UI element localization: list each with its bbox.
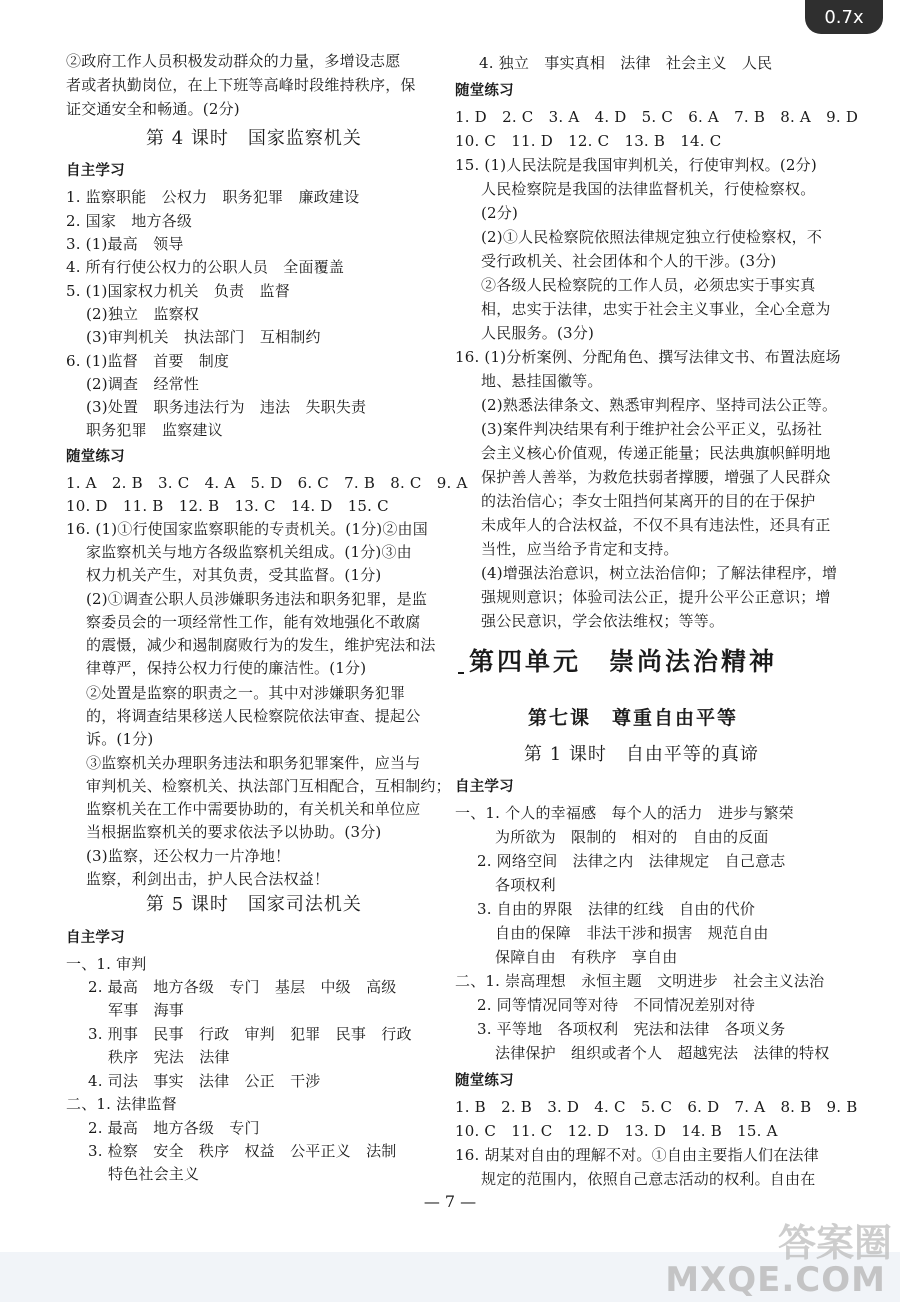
text-line: 4. 司法 事实 法律 公正 干涉 (88, 1072, 321, 1090)
text-line: 4. 所有行使公权力的公职人员 全面覆盖 (66, 258, 345, 276)
text-line: 10. D 11. B 12. B 13. C 14. D 15. C (66, 497, 389, 515)
text-line: 2. 最高 地方各级 专门 (88, 1119, 260, 1137)
text-line: 受行政机关、社会团体和个人的干涉。(3分) (481, 252, 777, 270)
text-line: ②政府工作人员积极发动群众的力量，多增设志愿 (66, 52, 401, 70)
text-line: 保障自由 有秩序 享自由 (495, 948, 678, 966)
text-line: 3. (1)最高 领导 (66, 235, 184, 253)
zoom-level-badge[interactable]: 0.7x (805, 0, 883, 34)
text-line: 证交通安全和畅通。(2分) (66, 100, 240, 118)
text-line: 1. D 2. C 3. A 4. D 5. C 6. A 7. B 8. A 9. D (455, 108, 859, 126)
text-line: (3)案件判决结果有利于维护社会公平正义，弘扬社 (481, 420, 823, 438)
text-line: 自由的保障 非法干涉和损害 规范自由 (495, 924, 769, 942)
text-line: 规定的范围内，依照自己意志活动的权利。自由在 (481, 1170, 816, 1188)
text-line: 律尊严，保持公权力行使的廉洁性。(1分) (86, 659, 367, 677)
watermark-domain: MXQE.COM (665, 1260, 886, 1300)
text-line: (2)①调查公职人员涉嫌职务违法和职务犯罪，是监 (86, 590, 428, 608)
text-line: (2)独立 监察权 (86, 305, 200, 323)
text-line: 当根据监察机关的要求依法予以协助。(3分) (86, 823, 382, 841)
text-line: 为所欲为 限制的 相对的 自由的反面 (495, 828, 769, 846)
text-line: (3)审判机关 执法部门 互相制约 (86, 328, 321, 346)
text-line: 审判机关、检察机关、执法部门互相配合，互相制约； (86, 777, 451, 795)
text-line: 者或者执勤岗位，在上下班等高峰时段维持秩序，保 (66, 76, 416, 94)
text-line: 职务犯罪 监察建议 (86, 421, 223, 439)
text-line: 特色社会主义 (108, 1165, 200, 1183)
text-line: 监察机关在工作中需要协助的，有关机关和单位应 (86, 800, 421, 818)
text-line: 人民服务。(3分) (481, 324, 595, 342)
text-line: 二、1. 崇高理想 永恒主题 文明进步 社会主义法治 (455, 972, 825, 990)
lesson-heading: 第 5 课时 国家司法机关 (146, 894, 362, 915)
section-heading: 随堂练习 (455, 1073, 514, 1089)
lesson-heading: 第 4 课时 国家监察机关 (146, 128, 362, 149)
text-line: (2)①人民检察院依照法律规定独立行使检察权，不 (481, 228, 823, 246)
text-line: 6. (1)监督 首要 制度 (66, 352, 230, 370)
text-line: 10. C 11. D 12. C 13. B 14. C (455, 132, 722, 150)
text-line: (2)调查 经常性 (86, 375, 200, 393)
text-line: 3. 自由的界限 法律的红线 自由的代价 (477, 900, 756, 918)
page-number: — 7 — (423, 1192, 477, 1211)
text-line: 5. (1)国家权力机关 负责 监督 (66, 282, 290, 300)
text-line: 一、1. 审判 (66, 955, 147, 973)
lesson-title: 第七课 尊重自由平等 (528, 707, 739, 729)
text-line: 相，忠实于法律，忠实于社会主义事业，全心全意为 (481, 300, 831, 318)
watermark-brand: 答案圈 (777, 1221, 892, 1265)
text-line: 16. (1)分析案例、分配角色、撰写法律文书、布置法庭场 (455, 348, 841, 366)
text-line: 10. C 11. C 12. D 13. D 14. B 15. A (455, 1122, 778, 1140)
text-line: (2)熟悉法律条文、熟悉审判程序、坚持司法公正等。 (481, 396, 838, 414)
section-heading: 随堂练习 (66, 449, 125, 465)
text-line: ②处置是监察的职责之一。其中对涉嫌职务犯罪 (86, 684, 406, 702)
text-line: 秩序 宪法 法律 (108, 1048, 230, 1066)
text-line: 1. 监察职能 公权力 职务犯罪 廉政建设 (66, 188, 360, 206)
text-line: 的法治信心；李女士阻挡何某离开的目的在于保护 (481, 492, 816, 510)
text-line: 未成年人的合法权益，不仅不具有违法性，还具有正 (481, 516, 831, 534)
text-line: (3)监察，还公权力一片净地！ (86, 847, 291, 865)
text-line: 家监察机关与地方各级监察机关组成。(1分)③由 (86, 543, 412, 561)
text-line: 保护善人善举，为救危扶弱者撑腰，增强了人民群众 (481, 468, 831, 486)
text-line: 察委员会的一项经常性工作，能有效地强化不敢腐 (86, 613, 421, 631)
text-line: 地、悬挂国徽等。 (481, 372, 603, 390)
text-line: 强规则意识；体验司法公正，提升公平公正意识；增 (481, 588, 831, 606)
section-heading: 随堂练习 (455, 83, 514, 99)
period-title: 第 1 课时 自由平等的真谛 (524, 744, 759, 765)
text-line: 2. 国家 地方各级 (66, 212, 193, 230)
text-line: 军事 海事 (108, 1001, 185, 1019)
text-line: ②各级人民检察院的工作人员，必须忠实于事实真 (481, 276, 816, 294)
text-line: 1. B 2. B 3. D 4. C 5. C 6. D 7. A 8. B 9. B (455, 1098, 858, 1116)
text-line: 当性，应当给予肯定和支持。 (481, 540, 679, 558)
section-heading: 自主学习 (66, 930, 125, 946)
text-line: ③监察机关办理职务违法和职务犯罪案件，应当与 (86, 754, 421, 772)
text-line: 的，将调查结果移送人民检察院依法审查、提起公 (86, 707, 421, 725)
text-line: 强公民意识，学会依法维权；等等。 (481, 612, 725, 630)
section-heading: 自主学习 (66, 163, 125, 179)
text-line: 3. 检察 安全 秩序 权益 公平正义 法制 (88, 1142, 397, 1160)
text-line: 法律保护 组织或者个人 超越宪法 法律的特权 (495, 1044, 830, 1062)
text-line: 3. 刑事 民事 行政 审判 犯罪 民事 行政 (88, 1025, 412, 1043)
text-line: 3. 平等地 各项权利 宪法和法律 各项义务 (477, 1020, 786, 1038)
text-line: 2. 同等情况同等对待 不同情况差别对待 (477, 996, 756, 1014)
text-line: 二、1. 法律监督 (66, 1095, 177, 1113)
section-heading: 自主学习 (455, 779, 514, 795)
text-line: 一、1. 个人的幸福感 每个人的活力 进步与繁荣 (455, 804, 794, 822)
text-line: (3)处置 职务违法行为 违法 失职失责 (86, 398, 367, 416)
unit-title: 第四单元 崇尚法治精神 (469, 647, 778, 676)
unit-title-rule (458, 672, 464, 674)
text-line: 监察，利剑出击，护人民合法权益！ (86, 870, 330, 888)
text-line: 人民检察院是我国的法律监督机关，行使检察权。 (481, 180, 816, 198)
text-line: 16. 胡某对自由的理解不对。①自由主要指人们在法律 (455, 1146, 819, 1164)
text-line: 的震慑，减少和遏制腐败行为的发生，维护宪法和法 (86, 636, 436, 654)
text-line: 2. 网络空间 法律之内 法律规定 自己意志 (477, 852, 786, 870)
text-line: 权力机关产生，对其负责，受其监督。(1分) (86, 566, 382, 584)
text-line: 诉。(1分) (86, 730, 154, 748)
text-line: 15. (1)人民法院是我国审判机关，行使审判权。(2分) (455, 156, 817, 174)
text-line: 2. 最高 地方各级 专门 基层 中级 高级 (88, 978, 397, 996)
text-line: 1. A 2. B 3. C 4. A 5. D 6. C 7. B 8. C 9. A (66, 474, 468, 492)
text-line: 16. (1)①行使国家监察职能的专责机关。(1分)②由国 (66, 520, 428, 538)
text-line: 各项权利 (495, 876, 556, 894)
text-line: (4)增强法治意识，树立法治信仰；了解法律程序，增 (481, 564, 838, 582)
text-line: 会主义核心价值观，传递正能量；民法典旗帜鲜明地 (481, 444, 831, 462)
text-line: 4. 独立 事实真相 法律 社会主义 人民 (479, 54, 773, 72)
text-line: (2分) (481, 204, 519, 222)
